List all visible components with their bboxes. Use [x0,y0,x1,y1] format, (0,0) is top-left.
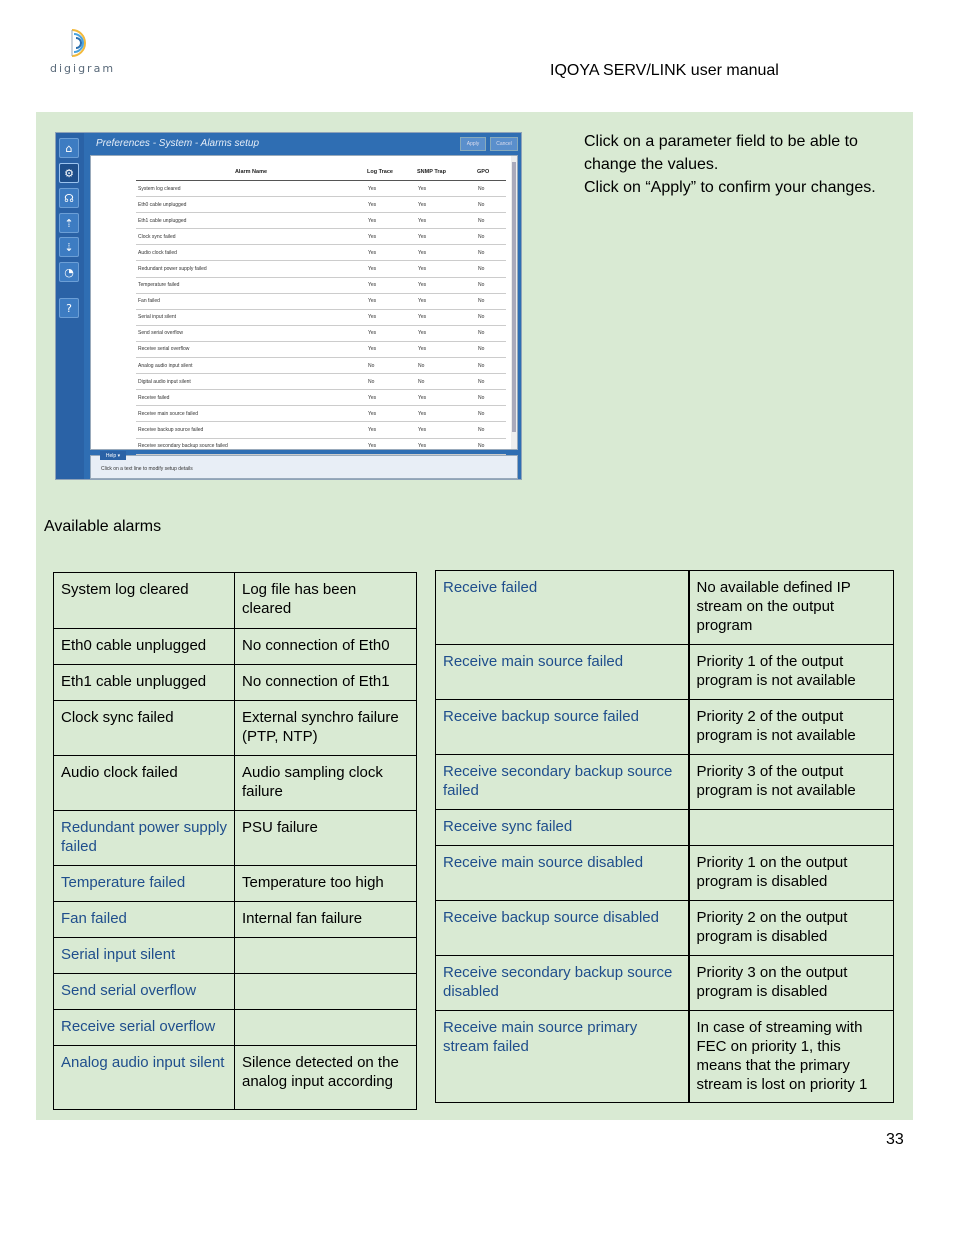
alarm-row [436,700,894,755]
alarm-description: Audio sampling clock failure [235,756,417,811]
alarm-description: PSU failure [235,811,417,866]
alarm-row [54,629,417,665]
snmp-trap-cell[interactable]: Yes [416,309,476,325]
snmp-trap-cell[interactable]: Yes [416,229,476,245]
available-alarms-heading: Available alarms [44,518,162,535]
snmp-trap-cell[interactable]: Yes [416,181,476,197]
alarm-row [436,645,894,700]
gpo-cell[interactable]: No [476,213,506,229]
log-trace-cell[interactable]: Yes [366,406,416,422]
alarm-name-cell[interactable]: Receive backup source failed [136,422,366,438]
column-snmp-trap: SNMP Trap [416,164,476,181]
instruction-line-2: Click on “Apply” to confirm your changes. [584,179,876,196]
alarm-description: Temperature too high [235,866,417,902]
alarm-description: Silence detected on the analog input according [235,1046,417,1110]
gpo-cell[interactable]: No [476,406,506,422]
alarm-row [54,974,417,1010]
app-title: Preferences - System - Alarms setup [96,138,260,149]
log-trace-cell[interactable]: Yes [366,293,416,309]
alarm-setup-row[interactable] [136,358,506,374]
alarms-setup-panel [90,155,518,450]
snmp-trap-cell[interactable]: Yes [416,213,476,229]
page-number: 33 [886,1131,904,1148]
snmp-trap-cell[interactable]: Yes [416,406,476,422]
logo-text: digigram [50,62,116,75]
snmp-trap-cell[interactable]: Yes [416,293,476,309]
alarm-name-link[interactable]: Send serial overflow [54,974,235,1010]
snmp-trap-cell[interactable]: Yes [416,277,476,293]
alarm-name-cell[interactable]: Redundant power supply failed [136,261,366,277]
alarm-name-cell[interactable]: Clock sync failed [136,229,366,245]
alarm-row [436,956,894,1011]
log-trace-cell[interactable]: Yes [366,309,416,325]
alarm-setup-row[interactable] [136,245,506,261]
log-trace-cell[interactable]: Yes [366,438,416,454]
app-sidebar [56,133,84,479]
column-log-trace: Log Trace [366,164,416,181]
help-box [90,455,518,479]
alarm-name-link[interactable]: Receive main source failed [436,645,689,700]
alarm-row [54,902,417,938]
gpo-cell[interactable]: No [476,390,506,406]
alarm-row [54,938,417,974]
gpo-cell[interactable]: No [476,197,506,213]
log-trace-cell[interactable]: Yes [366,197,416,213]
alarm-name: Eth1 cable unplugged [54,665,235,701]
digigram-logo [50,26,114,78]
snmp-trap-cell[interactable]: Yes [416,390,476,406]
alarm-description: Priority 3 of the output program is not available [689,755,894,810]
gpo-cell[interactable]: No [476,181,506,197]
alarm-name-link[interactable]: Analog audio input silent [54,1046,235,1110]
alarm-name-cell[interactable]: Digital audio input silent [136,374,366,390]
alarm-name-cell[interactable]: Receive secondary backup source failed [136,438,366,454]
alarm-setup-row[interactable] [136,277,506,293]
alarm-name-cell[interactable]: Receive failed [136,390,366,406]
scrollbar[interactable] [511,156,517,449]
settings-icon[interactable]: ⚙ [59,163,79,183]
alarm-description: Priority 1 of the output program is not available [689,645,894,700]
gpo-cell[interactable]: No [476,261,506,277]
alarm-name-cell[interactable]: Eth1 cable unplugged [136,213,366,229]
alarm-row [54,756,417,811]
alarm-setup-row[interactable] [136,213,506,229]
alarm-name-cell[interactable]: Audio clock failed [136,245,366,261]
document-title: IQOYA SERV/LINK user manual [550,62,779,79]
alarms-setup-header-row [136,164,506,181]
alarm-setup-row[interactable] [136,406,506,422]
gpo-cell[interactable]: No [476,325,506,341]
alarm-description: Priority 1 on the output program is disabled [689,846,894,901]
download-icon[interactable]: ⇣ [59,237,79,257]
alarm-name-link[interactable]: Receive backup source failed [436,700,689,755]
snmp-trap-cell[interactable]: Yes [416,438,476,454]
logo-rings-icon [64,26,98,60]
log-trace-cell[interactable]: Yes [366,261,416,277]
snmp-trap-cell[interactable]: Yes [416,325,476,341]
help-tab[interactable]: Help ▾ [100,451,126,460]
alarm-row [54,866,417,902]
column-alarm-name: Alarm Name [136,164,366,181]
alarm-description: In case of streaming with FEC on priority 1, this means that the primary stream is lost on priority 1 [689,1011,894,1103]
home-icon[interactable]: ⌂ [59,138,79,158]
alarm-description: No available defined IP stream on the output program [689,571,894,645]
alarm-description: Priority 2 on the output program is disabled [689,901,894,956]
instructions [584,130,904,199]
log-trace-cell[interactable]: Yes [366,181,416,197]
alarm-setup-row[interactable] [136,261,506,277]
dashboard-icon[interactable]: ◔ [59,262,79,282]
alarm-setup-row[interactable] [136,325,506,341]
app-header [90,133,521,155]
alarm-row [54,1046,417,1110]
snmp-trap-cell[interactable]: Yes [416,341,476,357]
help-text: Click on a text line to modify setup details [101,466,193,472]
log-trace-cell[interactable]: Yes [366,213,416,229]
snmp-trap-cell[interactable]: Yes [416,197,476,213]
alarm-name-cell[interactable]: System log cleared [136,181,366,197]
alarm-name-link[interactable]: Redundant power supply failed [54,811,235,866]
alarm-row [54,665,417,701]
snmp-trap-cell[interactable]: No [416,374,476,390]
alarm-setup-row[interactable] [136,293,506,309]
alarm-description: No connection of Eth0 [235,629,417,665]
gpo-cell[interactable]: No [476,277,506,293]
alarm-row [436,755,894,810]
alarm-row [54,701,417,756]
alarm-description: Priority 2 of the output program is not available [689,700,894,755]
gpo-cell[interactable]: No [476,422,506,438]
alarm-description [689,810,894,846]
alarm-row [54,573,417,629]
log-trace-cell[interactable]: Yes [366,325,416,341]
alarm-description: Log file has been cleared [235,573,417,629]
alarm-setup-row[interactable] [136,197,506,213]
snmp-trap-cell[interactable]: Yes [416,422,476,438]
alarm-setup-row[interactable] [136,390,506,406]
gpo-cell[interactable]: No [476,309,506,325]
alarm-name-cell[interactable]: Send serial overflow [136,325,366,341]
alarm-name-link[interactable]: Receive secondary backup source disabled [436,956,689,1011]
alarm-description [235,1010,417,1046]
apply-button[interactable]: Apply [460,137,486,151]
alarm-name-link[interactable]: Receive sync failed [436,810,689,846]
alarm-setup-row[interactable] [136,309,506,325]
alarms-setup-table [136,164,506,455]
log-trace-cell[interactable]: No [366,374,416,390]
alarm-name-cell[interactable]: Analog audio input silent [136,358,366,374]
scrollbar-thumb[interactable] [512,162,516,432]
headphones-icon[interactable]: ☊ [59,188,79,208]
alarm-name-link[interactable]: Receive main source disabled [436,846,689,901]
alarm-row [54,811,417,866]
alarm-setup-row[interactable] [136,341,506,357]
snmp-trap-cell[interactable]: No [416,358,476,374]
alarm-name-cell[interactable]: Fan failed [136,293,366,309]
alarm-name: System log cleared [54,573,235,629]
alarm-name-cell[interactable]: Serial input silent [136,309,366,325]
gpo-cell[interactable]: No [476,341,506,357]
alarm-setup-row[interactable] [136,181,506,197]
alarm-name-link[interactable]: Receive secondary backup source failed [436,755,689,810]
alarm-name-link[interactable]: Receive failed [436,571,689,645]
alarm-row [436,901,894,956]
alarm-description: Internal fan failure [235,902,417,938]
alarm-row [436,1011,894,1103]
gpo-cell[interactable]: No [476,374,506,390]
alarm-name-link[interactable]: Serial input silent [54,938,235,974]
alarm-name: Clock sync failed [54,701,235,756]
alarm-name-cell[interactable]: Eth0 cable unplugged [136,197,366,213]
alarm-description: External synchro failure (PTP, NTP) [235,701,417,756]
gpo-cell[interactable]: No [476,358,506,374]
app-screenshot [55,132,522,480]
alarm-name: Eth0 cable unplugged [54,629,235,665]
alarm-row [436,810,894,846]
alarm-name-cell[interactable]: Receive serial overflow [136,341,366,357]
alarm-name-link[interactable]: Receive main source primary stream failed [436,1011,689,1103]
alarm-name-link[interactable]: Receive backup source disabled [436,901,689,956]
alarm-name-link[interactable]: Receive serial overflow [54,1010,235,1046]
alarm-description [235,938,417,974]
alarms-table-left [53,572,417,1110]
alarm-description [235,974,417,1010]
instruction-line-1: Click on a parameter field to be able to change the values. [584,133,858,173]
alarms-table-right [435,570,894,1103]
upload-icon[interactable]: ⇡ [59,213,79,233]
cancel-button[interactable]: Cancel [490,137,518,151]
alarm-name-link[interactable]: Temperature failed [54,866,235,902]
alarm-description: No connection of Eth1 [235,665,417,701]
log-trace-cell[interactable]: Yes [366,229,416,245]
alarm-name: Audio clock failed [54,756,235,811]
log-trace-cell[interactable]: Yes [366,390,416,406]
alarm-name-cell[interactable]: Temperature failed [136,277,366,293]
alarm-setup-row[interactable] [136,374,506,390]
snmp-trap-cell[interactable]: Yes [416,245,476,261]
alarm-name-link[interactable]: Fan failed [54,902,235,938]
log-trace-cell[interactable]: Yes [366,245,416,261]
log-trace-cell[interactable]: No [366,358,416,374]
alarm-name-cell[interactable]: Receive main source failed [136,406,366,422]
alarm-setup-row[interactable] [136,438,506,454]
alarm-row [436,571,894,645]
gpo-cell[interactable]: No [476,245,506,261]
alarm-setup-row[interactable] [136,229,506,245]
gpo-cell[interactable]: No [476,229,506,245]
snmp-trap-cell[interactable]: Yes [416,261,476,277]
gpo-cell[interactable]: No [476,293,506,309]
log-trace-cell[interactable]: Yes [366,422,416,438]
log-trace-cell[interactable]: Yes [366,277,416,293]
column-gpo: GPO [476,164,506,181]
log-trace-cell[interactable]: Yes [366,341,416,357]
help-icon[interactable]: ? [59,298,79,318]
alarm-row [54,1010,417,1046]
alarm-row [436,846,894,901]
alarm-description: Priority 3 on the output program is disabled [689,956,894,1011]
alarm-setup-row[interactable] [136,422,506,438]
gpo-cell[interactable]: No [476,438,506,454]
